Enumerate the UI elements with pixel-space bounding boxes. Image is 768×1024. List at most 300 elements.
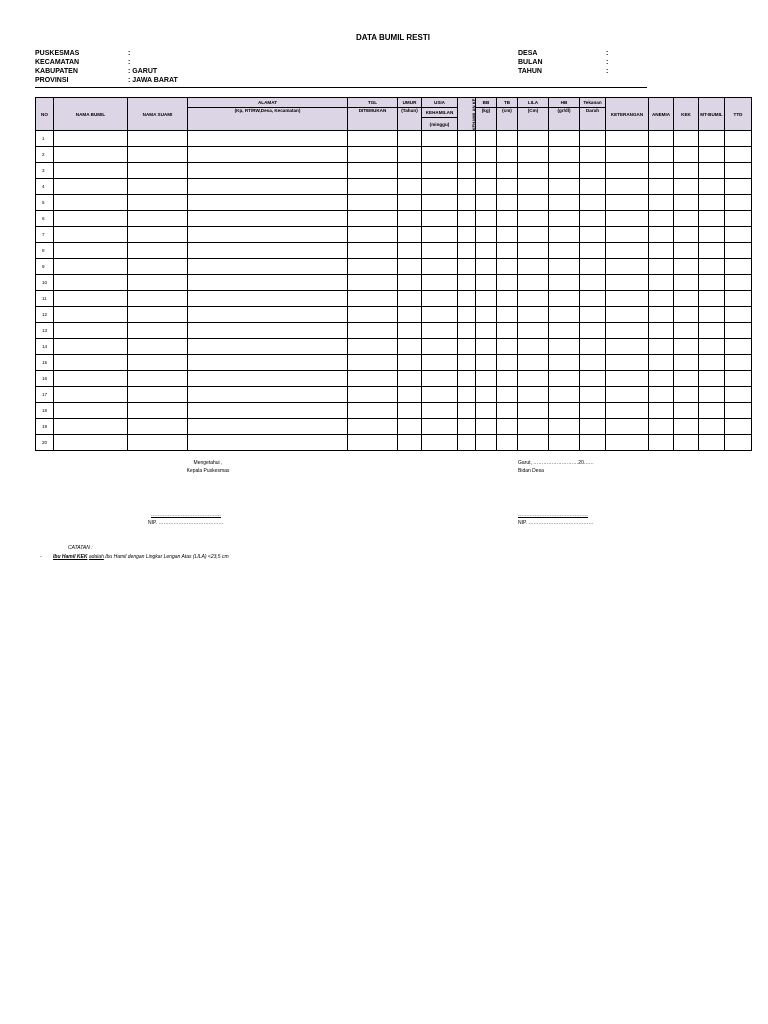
table-cell: [188, 179, 348, 195]
table-cell: [458, 339, 476, 355]
table-cell: [128, 259, 188, 275]
table-cell: [580, 259, 606, 275]
table-cell: [128, 323, 188, 339]
table-cell: [674, 291, 699, 307]
row-number: 1: [36, 131, 54, 147]
col-sub-usia-minggu: (minggu): [422, 118, 458, 131]
table-cell: [606, 387, 649, 403]
table-cell: [725, 419, 752, 435]
table-cell: [348, 387, 398, 403]
table-row: [36, 387, 752, 403]
table-cell: [497, 179, 518, 195]
sig-left-dots: ……………………………………: [151, 512, 221, 518]
header-value: :: [128, 59, 131, 66]
table-cell: [518, 323, 549, 339]
table-cell: [725, 275, 752, 291]
row-number: 16: [36, 371, 54, 387]
table-row: [36, 435, 752, 451]
table-cell: [699, 419, 725, 435]
table-cell: [674, 163, 699, 179]
table-cell: [699, 195, 725, 211]
table-cell: [725, 227, 752, 243]
table-row: [36, 355, 752, 371]
table-cell: [476, 291, 497, 307]
table-cell: [476, 243, 497, 259]
table-cell: [674, 227, 699, 243]
table-cell: [649, 387, 674, 403]
table-cell: [725, 387, 752, 403]
table-cell: [649, 131, 674, 147]
table-cell: [476, 195, 497, 211]
table-cell: [497, 355, 518, 371]
table-cell: [398, 259, 422, 275]
col-header-umur: UMUR: [398, 98, 422, 108]
col-header-no: NO: [36, 98, 54, 131]
table-cell: [476, 435, 497, 451]
table-cell: [398, 435, 422, 451]
table-cell: [725, 291, 752, 307]
row-number: 15: [36, 355, 54, 371]
table-cell: [398, 131, 422, 147]
col-header-alamat: ALAMAT: [188, 98, 348, 108]
table-cell: [348, 227, 398, 243]
table-cell: [422, 307, 458, 323]
table-cell: [580, 419, 606, 435]
table-cell: [128, 403, 188, 419]
table-cell: [497, 371, 518, 387]
table-cell: [128, 435, 188, 451]
table-cell: [188, 259, 348, 275]
col-sub-usia: KEHAMILAN: [422, 108, 458, 118]
table-cell: [476, 211, 497, 227]
table-cell: [476, 147, 497, 163]
table-cell: [674, 323, 699, 339]
table-cell: [188, 291, 348, 307]
table-cell: [458, 259, 476, 275]
table-cell: [518, 371, 549, 387]
table-cell: [549, 403, 580, 419]
note-link: adalah: [88, 554, 104, 560]
table-cell: [699, 323, 725, 339]
table-cell: [476, 387, 497, 403]
sig-left-nip: NIP. …………………………………: [148, 520, 224, 526]
table-cell: [54, 307, 128, 323]
table-cell: [398, 147, 422, 163]
table-cell: [422, 147, 458, 163]
table-cell: [580, 371, 606, 387]
row-number: 7: [36, 227, 54, 243]
table-cell: [422, 419, 458, 435]
header-row-desa: [518, 49, 608, 58]
table-cell: [348, 435, 398, 451]
table-cell: [699, 211, 725, 227]
table-cell: [725, 131, 752, 147]
header-label: DESA: [518, 50, 538, 57]
table-cell: [128, 211, 188, 227]
table-cell: [649, 291, 674, 307]
table-cell: [54, 243, 128, 259]
table-row: [36, 243, 752, 259]
table-cell: [518, 163, 549, 179]
notes: [40, 544, 340, 562]
table-cell: [128, 243, 188, 259]
table-cell: [606, 195, 649, 211]
table-cell: [699, 387, 725, 403]
table-cell: [518, 275, 549, 291]
col-header-bb: BB: [476, 98, 497, 108]
sig-right-nip: NIP. …………………………………: [518, 520, 594, 526]
table-cell: [674, 243, 699, 259]
signature-left: [148, 459, 268, 475]
table-row: [36, 307, 752, 323]
header-row-kabupaten: [35, 67, 178, 76]
table-cell: [606, 147, 649, 163]
table-cell: [518, 307, 549, 323]
table-cell: [497, 339, 518, 355]
header-row-provinsi: [35, 76, 178, 85]
table-cell: [422, 339, 458, 355]
table-cell: [649, 259, 674, 275]
table-cell: [348, 147, 398, 163]
table-cell: [606, 259, 649, 275]
table-cell: [649, 211, 674, 227]
row-number: 8: [36, 243, 54, 259]
table-cell: [348, 179, 398, 195]
table-row: [36, 131, 752, 147]
table-cell: [458, 131, 476, 147]
table-cell: [518, 387, 549, 403]
sig-right-line2: Bidan Desa: [518, 468, 544, 474]
table-cell: [497, 403, 518, 419]
table-cell: [458, 243, 476, 259]
table-cell: [188, 419, 348, 435]
table-cell: [422, 387, 458, 403]
table-cell: [674, 275, 699, 291]
table-cell: [458, 403, 476, 419]
table-cell: [188, 435, 348, 451]
table-cell: [699, 259, 725, 275]
table-cell: [549, 147, 580, 163]
table-cell: [398, 355, 422, 371]
table-cell: [458, 211, 476, 227]
table-cell: [348, 323, 398, 339]
table-cell: [348, 211, 398, 227]
table-cell: [458, 147, 476, 163]
table-cell: [398, 291, 422, 307]
header-row-tahun: [518, 67, 608, 76]
table-cell: [606, 211, 649, 227]
table-cell: [54, 355, 128, 371]
table-cell: [188, 323, 348, 339]
table-cell: [188, 227, 348, 243]
table-cell: [476, 323, 497, 339]
table-cell: [188, 163, 348, 179]
table-cell: [699, 307, 725, 323]
table-cell: [649, 179, 674, 195]
col-sub-tekanan: Darah: [580, 108, 606, 131]
table-cell: [549, 275, 580, 291]
table-cell: [649, 419, 674, 435]
table-cell: [54, 163, 128, 179]
table-cell: [398, 371, 422, 387]
row-number: 19: [36, 419, 54, 435]
table-cell: [699, 131, 725, 147]
table-cell: [649, 355, 674, 371]
table-cell: [725, 371, 752, 387]
table-cell: [54, 419, 128, 435]
table-cell: [518, 419, 549, 435]
table-cell: [606, 179, 649, 195]
table-cell: [54, 227, 128, 243]
table-cell: [549, 227, 580, 243]
table-cell: [649, 403, 674, 419]
row-number: 17: [36, 387, 54, 403]
table-cell: [128, 419, 188, 435]
table-cell: [580, 147, 606, 163]
table-cell: [54, 131, 128, 147]
table-cell: [458, 307, 476, 323]
table-cell: [606, 291, 649, 307]
table-cell: [580, 323, 606, 339]
table-cell: [458, 419, 476, 435]
header-value: :: [606, 68, 609, 75]
table-cell: [606, 131, 649, 147]
table-cell: [518, 179, 549, 195]
table-cell: [348, 275, 398, 291]
table-cell: [476, 163, 497, 179]
table-cell: [497, 275, 518, 291]
table-cell: [458, 323, 476, 339]
table-cell: [725, 259, 752, 275]
table-cell: [725, 211, 752, 227]
table-cell: [649, 163, 674, 179]
table-cell: [674, 435, 699, 451]
table-cell: [580, 355, 606, 371]
table-cell: [606, 227, 649, 243]
table-cell: [699, 371, 725, 387]
table-cell: [497, 195, 518, 211]
table-cell: [674, 147, 699, 163]
table-cell: [580, 131, 606, 147]
note-term: Ibu Hamil KEK: [53, 554, 88, 560]
table-cell: [606, 371, 649, 387]
table-cell: [422, 371, 458, 387]
header-value: : JAWA BARAT: [128, 77, 178, 84]
row-number: 4: [36, 179, 54, 195]
table-cell: [398, 307, 422, 323]
table-cell: [54, 323, 128, 339]
sig-right-line1: Garut, ………………………20……: [518, 460, 594, 466]
table-cell: [725, 435, 752, 451]
table-cell: [54, 179, 128, 195]
table-cell: [518, 355, 549, 371]
table-cell: [398, 275, 422, 291]
table-cell: [458, 275, 476, 291]
table-cell: [497, 419, 518, 435]
table-cell: [725, 323, 752, 339]
table-cell: [458, 163, 476, 179]
table-cell: [398, 403, 422, 419]
table-cell: [398, 195, 422, 211]
table-cell: [699, 403, 725, 419]
table-cell: [549, 131, 580, 147]
table-cell: [54, 147, 128, 163]
table-cell: [674, 371, 699, 387]
table-row: [36, 195, 752, 211]
table-cell: [580, 275, 606, 291]
table-cell: [54, 371, 128, 387]
table-cell: [476, 131, 497, 147]
data-table: [35, 97, 752, 451]
table-cell: [606, 307, 649, 323]
table-cell: [422, 163, 458, 179]
row-number: 9: [36, 259, 54, 275]
table-cell: [699, 339, 725, 355]
table-cell: [128, 179, 188, 195]
table-cell: [649, 307, 674, 323]
table-cell: [348, 163, 398, 179]
table-cell: [518, 435, 549, 451]
table-cell: [422, 227, 458, 243]
table-cell: [497, 291, 518, 307]
table-cell: [458, 435, 476, 451]
table-cell: [54, 211, 128, 227]
table-cell: [188, 355, 348, 371]
table-cell: [128, 147, 188, 163]
table-cell: [458, 355, 476, 371]
table-cell: [188, 131, 348, 147]
col-header-tekanan: Tekanan: [580, 98, 606, 108]
table-row: [36, 163, 752, 179]
table-cell: [188, 275, 348, 291]
table-cell: [188, 307, 348, 323]
header-label: PROVINSI: [35, 77, 69, 84]
table-cell: [497, 243, 518, 259]
table-cell: [725, 147, 752, 163]
col-header-mt-bumil: MT-BUMIL: [699, 98, 725, 131]
table-cell: [188, 243, 348, 259]
table-cell: [398, 419, 422, 435]
col-header-kehamilan-ke: [458, 98, 476, 131]
table-row: [36, 371, 752, 387]
table-cell: [699, 227, 725, 243]
table-cell: [422, 243, 458, 259]
header-value: : GARUT: [128, 68, 158, 75]
table-cell: [549, 307, 580, 323]
note-item: [40, 553, 340, 562]
table-cell: [54, 387, 128, 403]
table-cell: [188, 403, 348, 419]
table-cell: [476, 179, 497, 195]
table-cell: [497, 131, 518, 147]
row-number: 6: [36, 211, 54, 227]
table-cell: [476, 227, 497, 243]
row-number: 14: [36, 339, 54, 355]
col-sub-bb: (kg): [476, 108, 497, 131]
table-cell: [458, 291, 476, 307]
header-right-block: [518, 49, 608, 76]
table-cell: [188, 195, 348, 211]
table-cell: [549, 339, 580, 355]
table-cell: [476, 403, 497, 419]
table-cell: [580, 195, 606, 211]
col-sub-hb: (gr/dl): [549, 108, 580, 131]
table-cell: [606, 275, 649, 291]
table-cell: [518, 259, 549, 275]
table-cell: [497, 323, 518, 339]
table-cell: [518, 147, 549, 163]
col-sub-tgl: DITEMUKAN: [348, 108, 398, 131]
col-sub-lila: (Cm): [518, 108, 549, 131]
table-cell: [348, 195, 398, 211]
table-cell: [476, 259, 497, 275]
col-sub-tb: (cm): [497, 108, 518, 131]
signature-right: [518, 459, 648, 475]
table-cell: [497, 307, 518, 323]
table-cell: [606, 163, 649, 179]
table-row: [36, 275, 752, 291]
col-sub-alamat: (Kp, RT/RW,Desa, Kecamatan): [188, 108, 348, 131]
table-row: [36, 179, 752, 195]
col-header-kek: KEK: [674, 98, 699, 131]
note-bullet: -: [40, 554, 42, 560]
table-cell: [128, 307, 188, 323]
table-cell: [649, 243, 674, 259]
table-cell: [580, 403, 606, 419]
table-cell: [188, 147, 348, 163]
table-cell: [549, 419, 580, 435]
col-header-nama-bumil: NAMA BUMIL: [54, 98, 128, 131]
table-cell: [458, 387, 476, 403]
table-cell: [674, 131, 699, 147]
table-cell: [580, 291, 606, 307]
col-header-anemia: ANEMIA: [649, 98, 674, 131]
table-cell: [549, 371, 580, 387]
signature-right-name: [518, 511, 648, 527]
table-cell: [725, 179, 752, 195]
header-label: TAHUN: [518, 68, 542, 75]
table-cell: [606, 403, 649, 419]
row-number: 20: [36, 435, 54, 451]
table-cell: [128, 227, 188, 243]
table-cell: [549, 291, 580, 307]
header-divider: [35, 87, 647, 88]
table-cell: [580, 179, 606, 195]
table-cell: [549, 179, 580, 195]
table-cell: [497, 259, 518, 275]
table-cell: [649, 435, 674, 451]
note-heading: CATATAN :: [68, 545, 93, 551]
table-cell: [549, 323, 580, 339]
table-cell: [476, 371, 497, 387]
table-cell: [649, 147, 674, 163]
table-cell: [497, 435, 518, 451]
table-cell: [674, 403, 699, 419]
table-row: [36, 291, 752, 307]
table-cell: [580, 163, 606, 179]
table-cell: [606, 419, 649, 435]
page-title: DATA BUMIL RESTI: [356, 33, 430, 42]
table-cell: [497, 387, 518, 403]
table-cell: [348, 243, 398, 259]
row-number: 11: [36, 291, 54, 307]
table-cell: [649, 275, 674, 291]
table-cell: [128, 371, 188, 387]
table-cell: [674, 195, 699, 211]
table-cell: [422, 355, 458, 371]
table-cell: [674, 355, 699, 371]
table-cell: [422, 323, 458, 339]
